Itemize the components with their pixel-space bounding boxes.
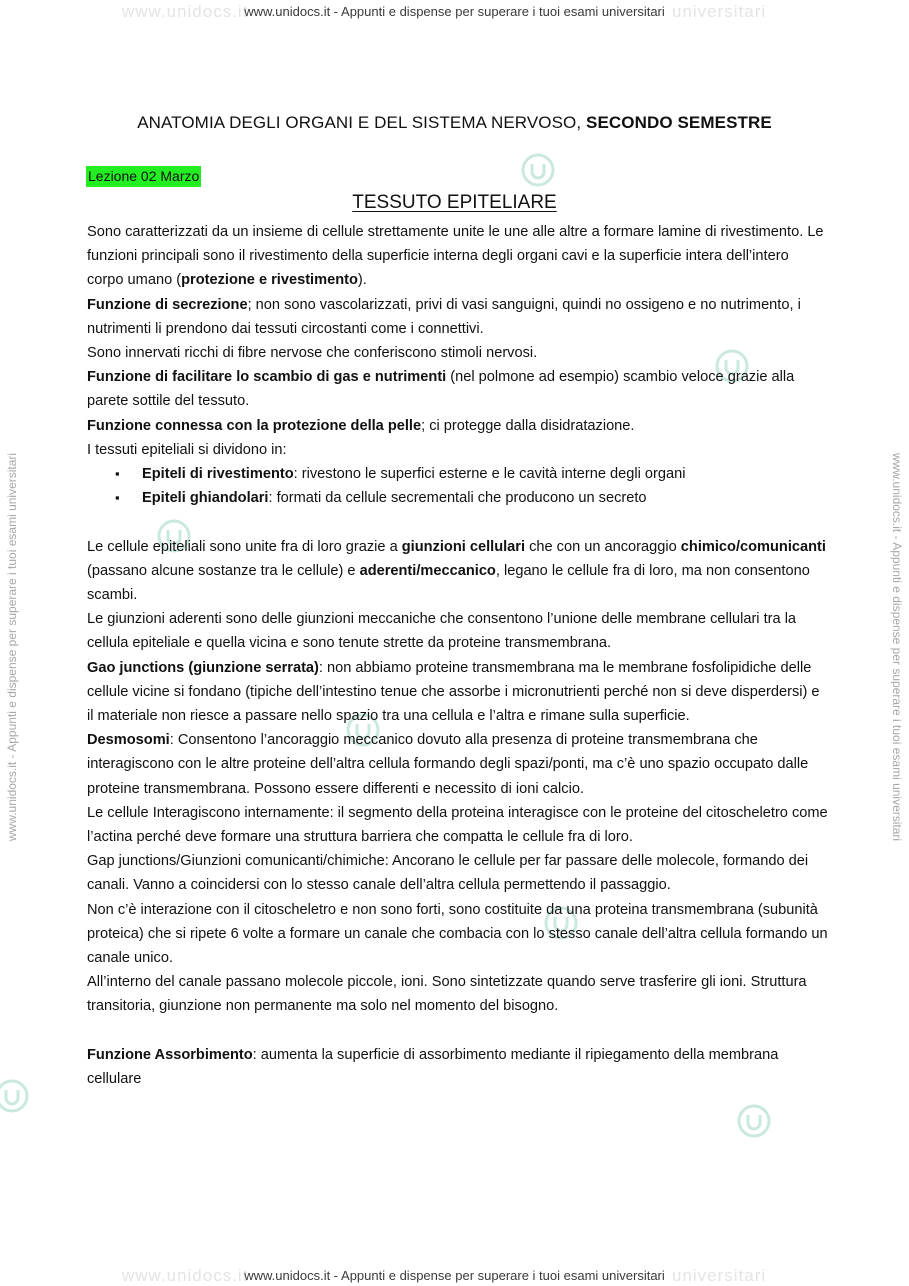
paragraph: Funzione connessa con la protezione della pelle; ci protegge dalla disidratazione. [87, 417, 635, 434]
document-title-bold: SECONDO SEMESTRE [586, 113, 772, 132]
unidocs-logo-icon [520, 152, 556, 188]
paragraph: Gao junctions (giunzione serrata): non abbiamo proteine transmembrana ma le membrane fosfolipidiche delle cellule vicine si fondano (tipiche dell’intestino tenue che assorbe i micronutrienti perché non si deve disperdersi) e il materiale non riesce a passare nello spazio tra una cellula e l’altra e rimane sulla superficie. [87, 659, 820, 725]
paragraph: Le giunzioni aderenti sono delle giunzioni meccaniche che consentono l’unione delle membrane cellulari tra la cellula epiteliale e quella vicina e sono tenute strette da proteine transmembrana. [87, 611, 797, 652]
paragraph: Funzione Assorbimento: aumenta la superficie di assorbimento mediante il ripiegamento della membrana cellulare [87, 1046, 779, 1088]
blank-line [87, 510, 829, 534]
paragraph: Desmosomi: Consentono l’ancoraggio meccanico dovuto alla presenza di proteine transmembrana che interagiscono con le altre proteine dell’altra cellula formando degli spazi/ponti, ma c’è uno spazio occupato dalle proteine transmembrana. Possono essere differenti e necessito di ioni calcio. [87, 732, 809, 797]
paragraph: Le cellule Interagiscono internamente: il segmento della proteina interagisce con le proteine del citoscheletro come l’actina perché deve formare una struttura barriera che compatta le cellule fra di loro. [87, 804, 828, 846]
watermark-ghost-right-bottom: universitari [672, 1266, 767, 1285]
watermark-side-left: www.unidocs.it - Appunti e dispense per superare i tuoi esami universitari [5, 452, 19, 842]
unidocs-logo-icon [736, 1103, 772, 1139]
bullet-list [87, 462, 829, 510]
paragraph: Funzione di facilitare lo scambio di gas e nutrimenti (nel polmone ad esempio) scambio veloce grazie alla parete sottile del tessuto. [87, 369, 795, 410]
watermark-ghost-left-bottom: www.unidocs.it [122, 1266, 249, 1285]
paragraph: Sono innervati ricchi di fibre nervose che conferiscono stimoli nervosi. [87, 345, 538, 362]
list-item: ▪ Epiteli di rivestimento: rivestono le superfici esterne e le cavità interne degli organi [142, 462, 829, 486]
paragraph: Le cellule epiteliali sono unite fra di loro grazie a giunzioni cellulari che con un ancoraggio chimico/comunicanti (passano alcune sostanze tra le cellule) e aderenti/meccanico, legano le cellule fra di loro, ma non consentono scambi. [87, 538, 826, 604]
watermark-ghost-right-top: universitari [672, 2, 767, 21]
document-title [0, 113, 909, 133]
paragraph: Funzione di secrezione; non sono vascolarizzati, privi di vasi sanguigni, quindi no ossigeno e no nutrimento, i nutrimenti li prendono dai tessuti circostanti come i connettivi. [87, 296, 801, 337]
watermark-header: www.unidocs.it - Appunti e dispense per superare i tuoi esami universitari [244, 4, 665, 19]
watermark-ghost-left-top: www.unidocs.it [122, 2, 249, 21]
paragraph: Non c’è interazione con il citoscheletro e non sono forti, sono costituite da una proteina transmembrana (subunità proteica) che si ripete 6 volte a formare un canale che combacia con lo stesso canale dell’altra cellula formando un canale unico. [87, 901, 828, 967]
lesson-date-highlight: Lezione 02 Marzo [86, 166, 201, 187]
blank-line [87, 1019, 829, 1043]
watermark-footer: www.unidocs.it - Appunti e dispense per superare i tuoi esami universitari [244, 1268, 665, 1283]
watermark-side-right: www.unidocs.it - Appunti e dispense per superare i tuoi esami universitari [890, 452, 904, 842]
document-title-plain: ANATOMIA DEGLI ORGANI E DEL SISTEMA NERVOSO, [137, 113, 587, 132]
paragraph: Gap junctions/Giunzioni comunicanti/chimiche: Ancorano le cellule per far passare delle molecole, formando dei canali. Vanno a coincidersi con lo stesso canale dell’altra cellula permettendo il passaggio. [87, 853, 809, 894]
document-body [87, 220, 829, 1091]
paragraph: Sono caratterizzati da un insieme di cellule strettamente unite le une alle altre a formare lamine di rivestimento. Le funzioni principali sono il rivestimento della superficie interna degli organi cavi e la superficie intera dell’intero corpo umano (protezione e rivestimento). [87, 224, 824, 289]
paragraph: I tessuti epiteliali si dividono in: [87, 441, 287, 458]
list-item: ▪ Epiteli ghiandolari: formati da cellule secrementali che producono un secreto [142, 486, 829, 510]
unidocs-logo-icon [0, 1078, 30, 1114]
paragraph: All’interno del canale passano molecole piccole, ioni. Sono sintetizzate quando serve trasferire gli ioni. Struttura transitoria, giunzione non permanente ma solo nel momento del bisogno. [87, 974, 807, 1015]
section-heading: TESSUTO EPITELIARE [352, 192, 557, 213]
